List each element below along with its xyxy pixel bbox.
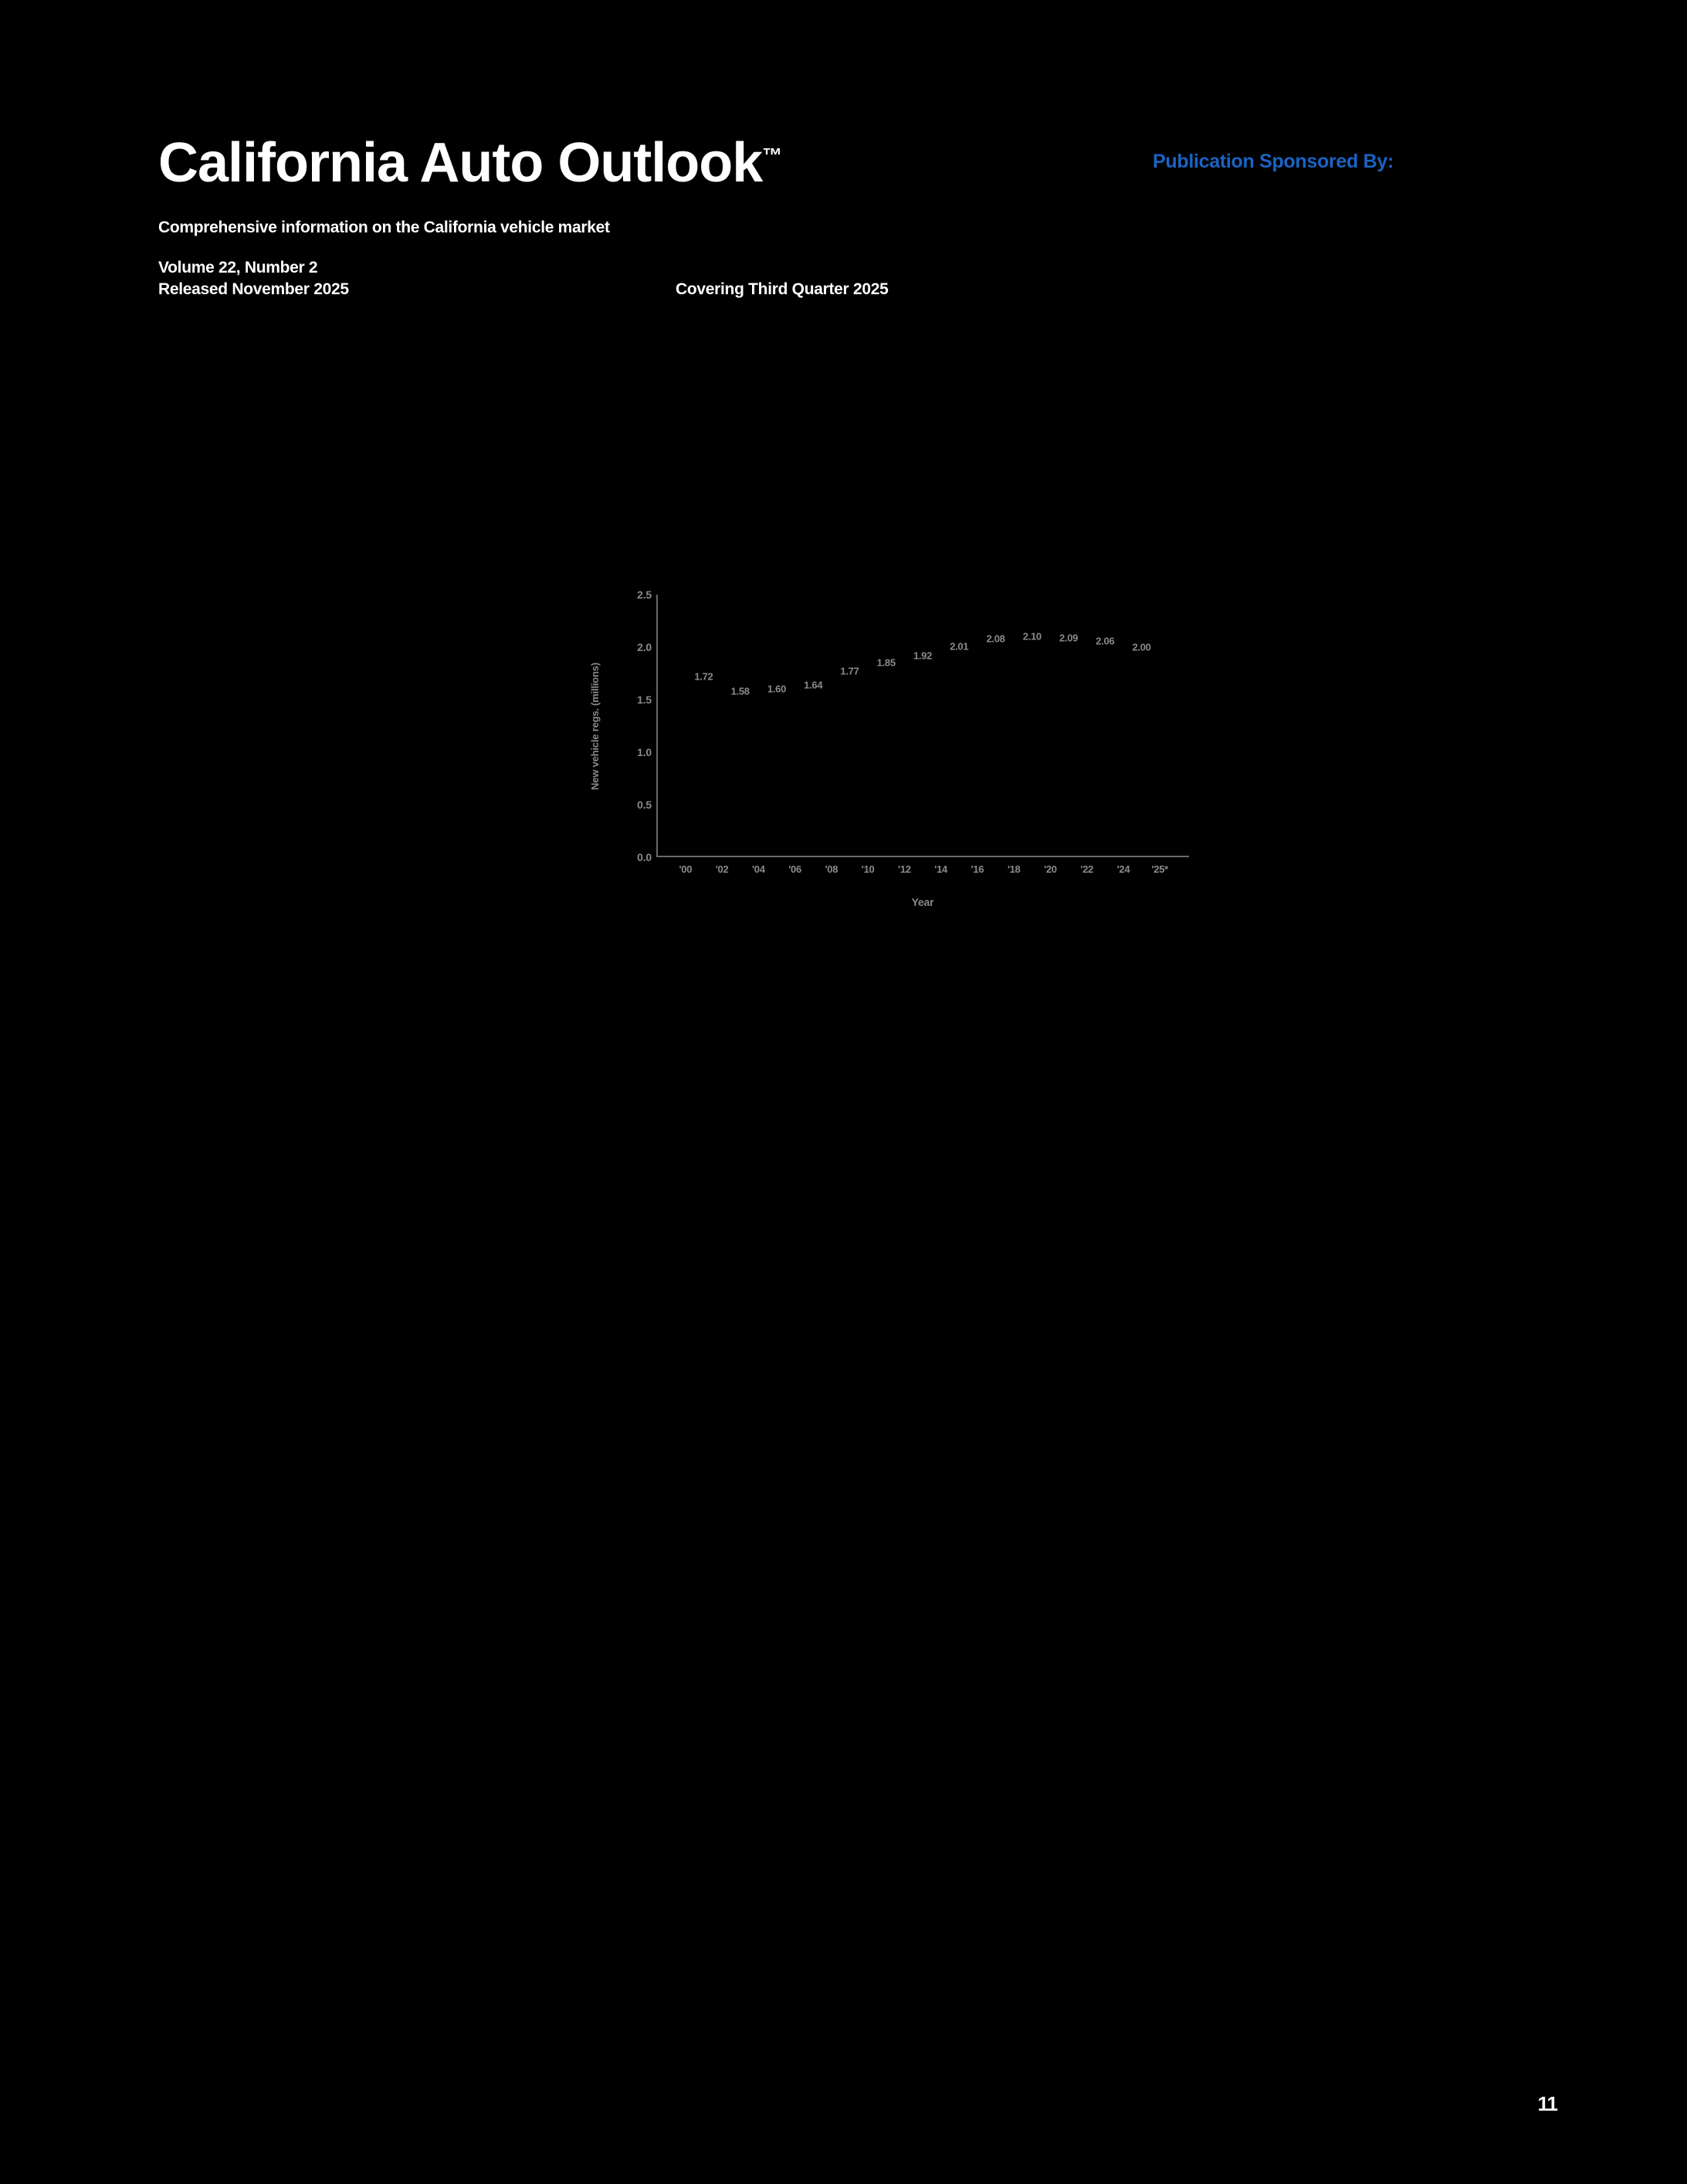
x-tick-label: '10	[861, 863, 875, 875]
sponsor-line: Publication Sponsored By:	[1153, 151, 1394, 172]
publication-meta	[158, 257, 1533, 301]
x-tick-label: '22	[1080, 863, 1093, 875]
masthead	[158, 132, 1533, 301]
x-tick-label: '02	[715, 863, 729, 875]
data-point-label: 2.00	[1132, 641, 1151, 653]
release-date: Released November 2025	[158, 280, 349, 299]
x-tick-label: '14	[934, 863, 947, 875]
volume-number: Volume 22, Number 2	[158, 259, 318, 276]
subtitle: Comprehensive information on the California vehicle market	[158, 219, 610, 236]
x-tick-label: '25*	[1151, 863, 1168, 875]
y-tick-label: 0.0	[637, 851, 652, 863]
y-tick-label: 2.5	[637, 588, 652, 601]
y-axis-title-text: New vehicle regs. (millions)	[588, 662, 601, 790]
data-point-label: 2.06	[1096, 635, 1115, 647]
chart-plot	[656, 595, 1189, 857]
meta-row-volume	[158, 257, 1533, 279]
y-tick-label: 1.0	[637, 746, 652, 758]
data-point-label: 2.08	[986, 632, 1005, 645]
x-axis-ticks	[656, 863, 1189, 882]
y-axis-ticks	[605, 588, 652, 863]
data-point-label: 1.60	[767, 683, 787, 695]
page-number: 11	[1537, 2092, 1557, 2115]
data-point-label: 1.85	[876, 656, 896, 669]
data-point-label: 1.64	[804, 679, 823, 691]
x-tick-label: '16	[971, 863, 984, 875]
title-row	[158, 132, 1533, 194]
x-tick-label: '08	[825, 863, 838, 875]
coverage-period: Covering Third Quarter 2025	[676, 280, 889, 299]
page-title	[158, 132, 783, 194]
y-tick-label: 1.5	[637, 694, 652, 706]
page-title-text: California Auto Outlook	[158, 132, 763, 194]
meta-row-dates	[158, 279, 1533, 300]
x-tick-label: '00	[679, 863, 693, 875]
y-tick-label: 2.0	[637, 641, 652, 653]
data-point-label: 2.10	[1022, 630, 1042, 643]
data-point-label: 2.01	[950, 640, 969, 653]
x-axis-title: Year	[911, 896, 934, 908]
trademark-symbol: ™	[762, 144, 783, 167]
x-tick-label: '04	[752, 863, 765, 875]
x-tick-label: '12	[898, 863, 911, 875]
chart-area	[588, 588, 1189, 908]
data-point-label: 1.58	[730, 685, 750, 697]
data-point-label: 2.09	[1059, 632, 1079, 644]
x-tick-label: '20	[1044, 863, 1057, 875]
x-tick-label: '06	[788, 863, 801, 875]
y-tick-label: 0.5	[637, 799, 652, 811]
x-tick-label: '18	[1007, 863, 1021, 875]
data-point-label: 1.77	[840, 665, 859, 677]
new-vehicle-registrations-chart	[510, 588, 1189, 919]
y-axis-line	[656, 595, 658, 857]
data-point-label: 1.72	[694, 670, 713, 683]
y-axis-title	[585, 595, 604, 857]
x-tick-label: '24	[1116, 863, 1130, 875]
x-axis-line	[656, 856, 1189, 857]
data-point-label: 1.92	[913, 649, 933, 662]
